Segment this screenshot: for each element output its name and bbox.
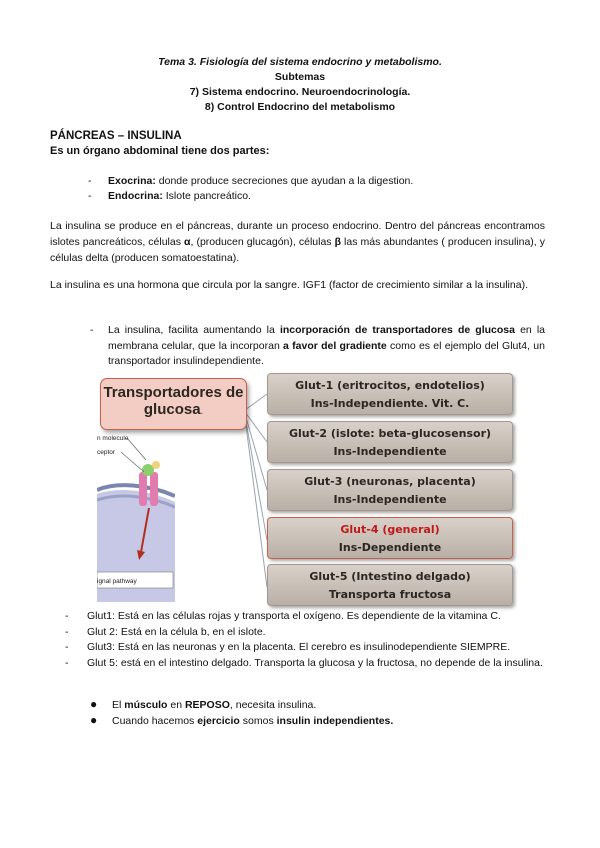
section-intro: Es un órgano abdominal tiene dos partes: — [50, 145, 270, 157]
cell-label: ceptor — [97, 449, 116, 456]
text: La insulina, facilita aumentando la — [108, 324, 280, 336]
text: las más abundantes ( producen insulina), y células delta (producen somatoestatina). — [50, 236, 545, 264]
text: Cuando hacemos — [112, 715, 198, 727]
subtopic-8: 8) Control Endocrino del metabolismo — [204, 101, 396, 113]
glut-dependence: Transporta fructosa — [328, 588, 452, 601]
glut3-box — [267, 469, 513, 511]
text: La insulina se produce en el páncreas, durante un proceso endocrino. Dentro del páncreas encontramos islotes pancreáticos, células — [50, 220, 545, 248]
glut-dependence: Ins-Independiente — [333, 493, 447, 506]
doc-title: Tema 3. Fisiología del sistema endocrino y metabolismo. — [158, 56, 442, 68]
bold-text: incorporación de transportadores de glucosa — [279, 324, 515, 336]
paragraph-insulina-produccion — [50, 218, 545, 266]
bold-text: músculo — [124, 699, 168, 711]
text: como es el ejemplo del Glut4, un transportador insulindependiente. — [108, 339, 545, 367]
list-item: - Glut 5: está en el intestino delgado. Transporta la glucosa y la fructosa, no depende de la insulina. — [65, 656, 543, 669]
glut1-box — [267, 373, 513, 415]
beta-symbol: β — [334, 236, 342, 248]
text: Glut1: Está en las células rojas y transporta el oxígeno. Es dependiente de la vitamina C. — [87, 610, 501, 622]
title-line1: Transportadores de — [103, 384, 244, 401]
paragraph-hormona: La insulina es una hormona que circula por la sangre. IGF1 (factor de crecimiento similar a la insulina). — [50, 279, 528, 291]
glut-name: Glut-3 (neuronas, placenta) — [304, 475, 476, 488]
glut-dependence: Ins-Independiente — [333, 445, 447, 458]
section-title: PÁNCREAS – INSULINA — [50, 130, 182, 142]
desc: Islote pancreático. — [162, 190, 251, 202]
list-item: - Glut1: Está en las células rojas y transporta el oxígeno. Es dependiente de la vitamina C. — [65, 610, 501, 622]
subtopic-7: 7) Sistema endocrino. Neuroendocrinología. — [189, 86, 411, 98]
text: , (producen glucagón), células — [190, 236, 335, 248]
glut-list — [65, 609, 555, 671]
glut-dependence: Ins-Dependiente — [338, 541, 442, 554]
transportadores-title-box — [100, 378, 247, 430]
text: , necesita insulina. — [229, 699, 317, 711]
term: Exocrina: — [108, 175, 156, 187]
doc-subtitle: Subtemas — [274, 71, 326, 83]
list-item: ● El músculo en REPOSO, necesita insulina. — [90, 697, 317, 711]
list-item: - Glut 2: Está en la célula b, en el islote. — [65, 625, 266, 638]
glucose-transporters-figure — [97, 372, 515, 604]
text: Glut3: Está en las neuronas y en la placenta. El cerebro es insulinodependiente SIEMPRE. — [87, 641, 511, 653]
glut4-box — [267, 517, 513, 559]
bold-text: REPOSO — [184, 699, 230, 711]
text: Glut 2: Está en la célula b, en el islote. — [87, 625, 266, 638]
term: Endocrina: — [108, 190, 163, 202]
bold-text: insulin independientes. — [276, 715, 394, 727]
list-item: ● Cuando hacemos ejercicio somos insulin independientes. — [90, 713, 394, 727]
desc: donde produce secreciones que ayudan a la digestion. — [155, 175, 414, 187]
glut-name: Glut-5 (Intestino delgado) — [309, 570, 471, 583]
text: Glut 5: está en el intestino delgado. Transporta la glucosa y la fructosa, no depende de la insulina. — [87, 656, 543, 669]
title-line2: glucosa — [143, 401, 201, 418]
bold-text: ejercicio — [197, 715, 240, 727]
glut5-box — [267, 564, 513, 606]
cell-label: n molecule — [97, 435, 129, 442]
glut-name: Glut-2 (islote: beta-glucosensor) — [288, 427, 492, 440]
bullet-transportadores: - La insulina, facilita aumentando la incorporación de transportadores de glucosa en la membrana celular, que la incorporan a favor del gradiente como es el ejemplo del Glut4, un transportador insulindependiente. — [90, 324, 546, 367]
cell-label: ignal pathway — [97, 578, 137, 585]
title-dot: . — [200, 406, 204, 416]
text: somos — [239, 715, 277, 727]
document-page: Tema 3. Fisiología del sistema endocrino y metabolismo. Subtemas 7) Sistema endocrino. Neuroendocrinología. 8) Control Endocrino del metabolismo PÁNCREAS – INSULINA Es un órgano abdominal tiene dos partes: - Exocrina: donde produce secreciones que ayudan a la digestion. - Endocrina: Islote pancreático. La insulina se produce en el páncreas, durante un proceso endocrino. Dentro del páncreas encontramos islotes pancreáticos, células α, (producen glucagón), células β las más abundantes ( producen insulina), y células delta (producen somatoestatina). La insulina es una hormona que circula por la sangre. IGF1 (factor de crecimiento similar a la insulina). - La insulina, facilita aumentando la incorporación de transportadores de glucosa en la membrana celular, que la incorporan a favor del gradiente como es el ejemplo del Glut4, un transportador insulindependiente. n molecule ceptor ignal pathway Transportadores de glucosa. Glut-1 (eritrocitos, endotelios) Ins-Independiente. Vit. C. Glut-2 (islote: beta-glucosensor) Ins-Independiente Glut-3 (neuronas, placenta) Ins-Independiente Glut-4 (general) Ins-Dependiente Glut-5 (Intestino delgado) Transporta fructosa - Glut1: Está en las células rojas y transporta el oxígeno. Es dependiente de la vitamina C. - Glut 2: Está en la célula b, en el islote. - Glut3: Está en las neuronas y en la placenta. El cerebro es insulinodependiente SIEMPRE. - Glut 5: está en el intestino delgado. Transporta la glucosa y la fructosa, no depende de la insulina. ● El músculo en REPOSO, necesita insulina. ● Cuando hacemos ejercicio somos insulin independientes. — [0, 0, 600, 848]
list-item: - Glut3: Está en las neuronas y en la placenta. El cerebro es insulinodependiente SIEMPRE. — [65, 641, 511, 653]
glut-name: Glut-4 (general) — [340, 523, 440, 536]
bold-text: a favor del gradiente — [283, 339, 387, 352]
text: en la membrana celular, que la incorporan — [108, 324, 546, 352]
glut2-box — [267, 421, 513, 463]
alpha-symbol: α — [184, 236, 191, 248]
glut-name: Glut-1 (eritrocitos, endotelios) — [295, 379, 485, 392]
text: El — [112, 699, 125, 711]
glut-dependence: Ins-Independiente. Vit. C. — [310, 397, 470, 410]
text: en — [167, 699, 185, 711]
final-bullets — [90, 697, 393, 729]
